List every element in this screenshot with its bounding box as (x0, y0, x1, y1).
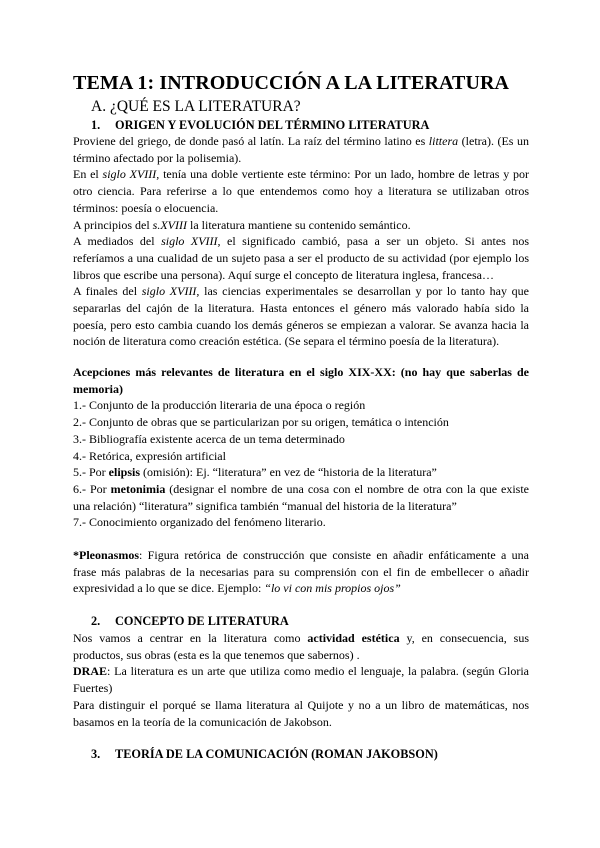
acepciones-heading: Acepciones más relevantes de literatura en el siglo XIX-XX: (no hay que saberlas de memoria) (73, 365, 529, 396)
list-item: 6.- Por metonimia (designar el nombre de una cosa con el nombre de otra con la que existe una relación) “literatura” significa también “manual del historia de la literatura” (73, 481, 530, 513)
subheading-number: 3. (91, 747, 101, 761)
list-item: 5.- Por elipsis (omisión): Ej. “literatura” en vez de “historia de la literatura” (73, 465, 437, 480)
subheading-number: 2. (91, 614, 101, 628)
paragraph: *Pleonasmos: Figura retórica de construcción que consiste en añadir enfáticamente a una frase más palabras de la necesarias para su comprensión con el fin de embellecer o añadir expresividad a lo que se dice. Ejemplo: “lo vi con mis propios ojos” (73, 548, 529, 596)
subheading-teoria (91, 747, 438, 762)
paragraph: En el siglo XVIII, tenía una doble vertiente este término: Por un lado, hombre de letras y por otro ciencia. Para referirse a lo que entendemos como hoy a literatura se utilizaban otros términos: poesía o elocuencia. (73, 167, 529, 215)
list-item: 1.- Conjunto de la producción literaria de una época o región (73, 398, 366, 413)
paragraph: Para distinguir el porqué se llama literatura al Quijote y no a un libro de matemáticas, nos basamos en la teoría de la comunicación de Jakobson. (73, 697, 529, 729)
subheading-title: CONCEPTO DE LITERATURA (115, 614, 289, 628)
section-heading-a: A. ¿QUÉ ES LA LITERATURA? (91, 98, 301, 115)
subheading-title: TEORÍA DE LA COMUNICACIÓN (ROMAN JAKOBSON) (115, 747, 438, 761)
paragraph: Proviene del griego, de donde pasó al latín. La raíz del término latino es littera (letra). (Es un término afectado por la polisemia). (73, 134, 529, 165)
subheading-number: 1. (91, 118, 101, 132)
acepciones-list (73, 364, 529, 531)
paragraph: A mediados del siglo XVIII, el significado cambió, pasa a ser un objeto. Si antes nos referíamos a una cualidad de un sujeto pasa a ser el producto de su actividad (por ejemplo los libros que escribe una persona). Aquí surge el concepto de literatura inglesa, francesa… (73, 234, 529, 282)
subheading-concepto (91, 614, 289, 629)
list-item: 4.- Retórica, expresión artificial (73, 448, 226, 463)
paragraph: DRAE: La literatura es un arte que utiliza como medio el lenguaje, la palabra. (según Gloria Fuertes) (73, 664, 529, 696)
subheading-title: ORIGEN Y EVOLUCIÓN DEL TÉRMINO LITERATURA (115, 118, 430, 132)
list-item: 3.- Bibliografía existente acerca de un tema determinado (73, 431, 345, 446)
list-item: 7.- Conocimiento organizado del fenómeno literario. (73, 515, 326, 530)
paragraph: A principios del s.XVIII la literatura mantiene su contenido semántico. (73, 217, 411, 232)
paragraph: Nos vamos a centrar en la literatura como actividad estética y, en consecuencia, sus productos, sus obras (esta es la que tenemos que sabernos) . (73, 631, 529, 662)
origin-paragraphs (73, 133, 529, 350)
subheading-origen (91, 118, 429, 133)
pleonasmo-note (73, 547, 529, 597)
concepto-paragraphs (73, 630, 529, 730)
list-item: 2.- Conjunto de obras que se particularizan por su origen, temática o intención (73, 415, 449, 430)
paragraph: A finales del siglo XVIII, las ciencias experimentales se desarrollan y por lo tanto hay que separarlas del cajón de la literatura. Hasta entonces el género más valorado había sido la poesía, pero esto cambia cuando los demás géneros se empiezan a valorar. Se avanza hacia la noción de literatura como creación estética. (Se separa el término poesía de la literatura). (73, 284, 529, 349)
page-title: TEMA 1: INTRODUCCIÓN A LA LITERATURA (73, 72, 510, 94)
